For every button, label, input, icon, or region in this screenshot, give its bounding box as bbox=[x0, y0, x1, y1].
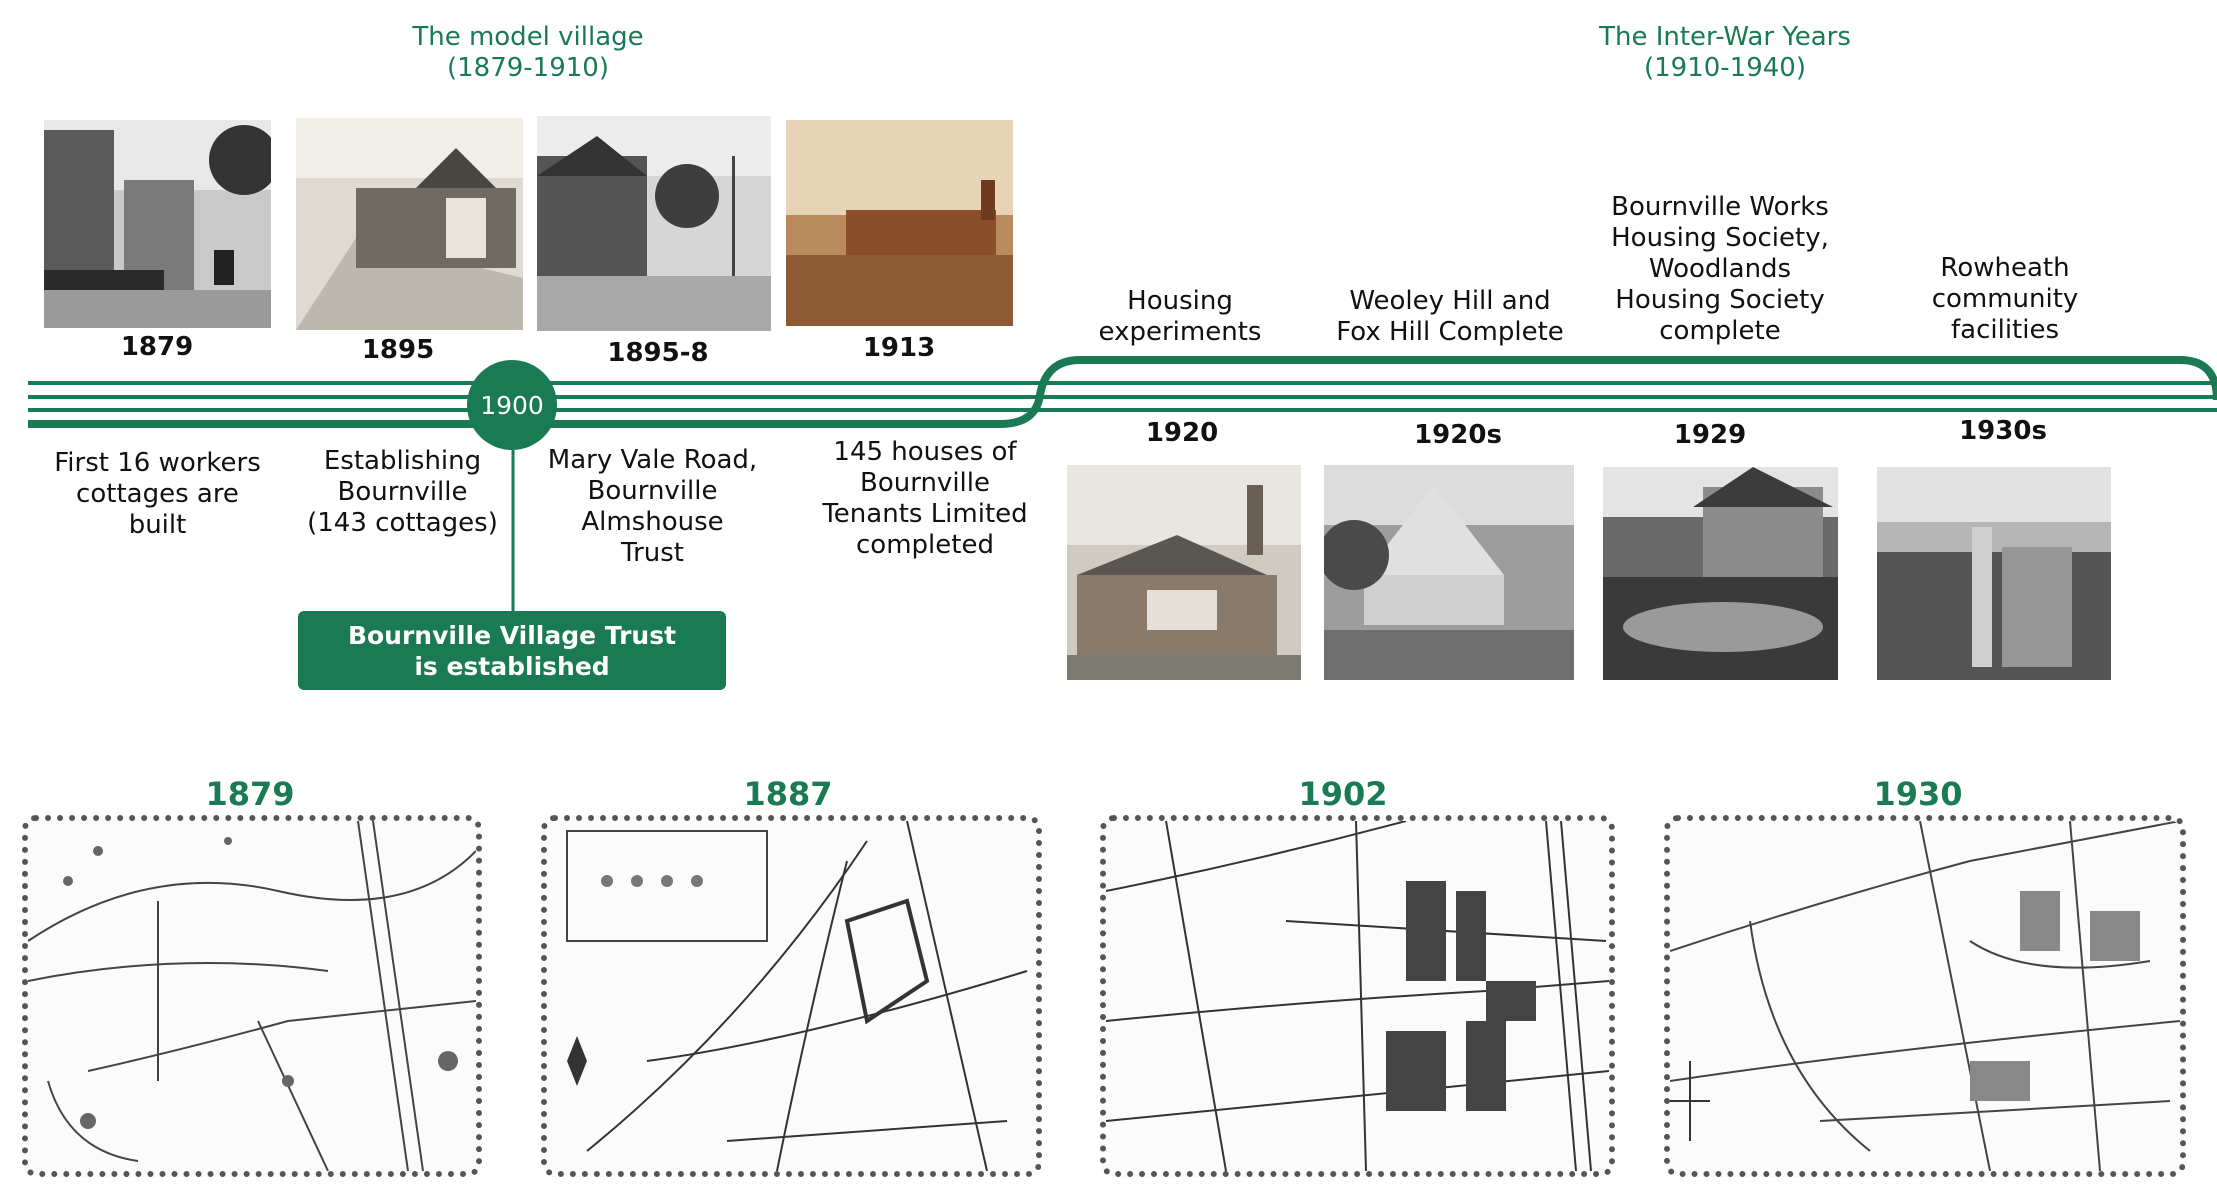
caption-line: Almshouse bbox=[581, 507, 724, 537]
map-1902 bbox=[1100, 815, 1615, 1177]
caption-line: Bournville bbox=[587, 476, 718, 506]
trust-label: Bournville Village Trust is established bbox=[347, 620, 677, 681]
caption-line: built bbox=[128, 510, 187, 540]
caption-line: Housing Society, bbox=[1611, 223, 1829, 253]
caption-line: Housing bbox=[1127, 286, 1233, 316]
caption-line: Rowheath bbox=[1940, 253, 2070, 283]
caption-mary-vale-road bbox=[535, 445, 770, 569]
map-title-1887: 1887 bbox=[743, 775, 833, 813]
caption-line: Tenants Limited bbox=[822, 499, 1028, 529]
caption-145-houses bbox=[805, 437, 1045, 561]
caption-line: Bournville Works bbox=[1611, 192, 1829, 222]
caption-first-cottages bbox=[40, 448, 275, 541]
photo-1920 bbox=[1067, 465, 1301, 680]
year-label-1895: 1895 bbox=[361, 335, 435, 365]
caption-line: cottages are bbox=[76, 479, 239, 509]
timeline-node-1900 bbox=[467, 360, 557, 450]
caption-line: (143 cottages) bbox=[307, 508, 498, 538]
caption-line: Housing Society bbox=[1615, 285, 1825, 315]
caption-housing-experiments bbox=[1080, 286, 1280, 348]
caption-line: 145 houses of bbox=[833, 437, 1017, 467]
period-range: (1910-1940) bbox=[1643, 53, 1806, 83]
year-label-1920: 1920 bbox=[1145, 418, 1219, 448]
caption-line: Bournville bbox=[337, 477, 468, 507]
caption-line: Trust bbox=[621, 538, 684, 568]
caption-line: Woodlands bbox=[1648, 254, 1792, 284]
trust-established-box bbox=[298, 611, 726, 690]
caption-line: Bournville bbox=[860, 468, 990, 498]
year-label-1920s: 1920s bbox=[1414, 420, 1502, 450]
year-label-1913: 1913 bbox=[862, 333, 936, 363]
caption-weoley-fox-hill bbox=[1325, 286, 1575, 348]
photo-1930s bbox=[1877, 467, 2111, 680]
map-title-1930: 1930 bbox=[1873, 775, 1963, 813]
caption-line: Establishing bbox=[323, 446, 482, 476]
map-1887 bbox=[541, 815, 1042, 1177]
caption-line: Mary Vale Road, bbox=[547, 445, 758, 475]
caption-line: Fox Hill Complete bbox=[1336, 317, 1564, 347]
photo-1929 bbox=[1603, 467, 1838, 680]
caption-line: First 16 workers bbox=[54, 448, 261, 478]
year-label-1929: 1929 bbox=[1673, 420, 1747, 450]
caption-line: facilities bbox=[1950, 315, 2059, 345]
photo-1879 bbox=[44, 120, 271, 328]
period-range: (1879-1910) bbox=[446, 53, 609, 83]
photo-1920s bbox=[1324, 465, 1574, 680]
photo-1895 bbox=[296, 118, 523, 330]
photo-1895-8 bbox=[537, 116, 771, 331]
caption-line: experiments bbox=[1098, 317, 1262, 347]
map-1879 bbox=[22, 815, 482, 1177]
photo-1913 bbox=[786, 120, 1013, 326]
caption-line: community bbox=[1931, 284, 2079, 314]
period-title: The Inter-War Years bbox=[1599, 22, 1851, 52]
caption-line: complete bbox=[1659, 316, 1781, 346]
year-label-1895-8: 1895-8 bbox=[607, 338, 709, 368]
period-title: The model village bbox=[412, 22, 644, 52]
map-title-1902: 1902 bbox=[1298, 775, 1388, 813]
caption-rowheath bbox=[1895, 253, 2115, 346]
year-label-1879: 1879 bbox=[120, 332, 194, 362]
node-label: 1900 bbox=[480, 390, 544, 420]
map-1930 bbox=[1664, 815, 2186, 1177]
caption-housing-societies bbox=[1595, 192, 1845, 347]
caption-line: completed bbox=[856, 530, 994, 560]
caption-line: Weoley Hill and bbox=[1349, 286, 1551, 316]
year-label-1930s: 1930s bbox=[1959, 416, 2047, 446]
caption-establishing-bournville bbox=[290, 446, 515, 539]
map-title-1879: 1879 bbox=[205, 775, 295, 813]
